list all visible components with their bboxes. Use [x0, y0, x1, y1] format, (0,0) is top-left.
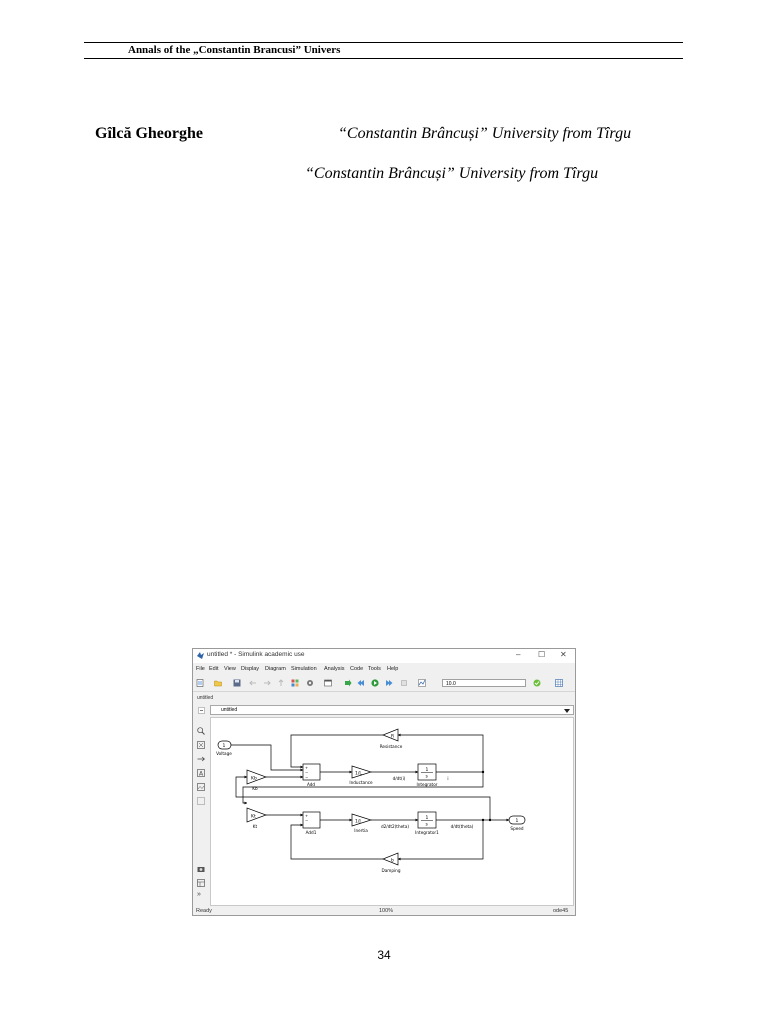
svg-text:+: + [305, 765, 309, 770]
address-value: untitled [221, 707, 238, 713]
new-model-icon[interactable] [196, 679, 204, 687]
menu-tools[interactable]: Tools [368, 666, 381, 672]
voltage-label: Voltage [216, 751, 232, 756]
add1-label: Add1 [305, 830, 317, 835]
integrator-numerator: 1 [425, 768, 429, 773]
minimize-icon[interactable]: – [516, 650, 521, 659]
model-explorer-icon[interactable] [324, 679, 332, 687]
scope-signal-icon[interactable] [418, 679, 426, 687]
step-back-icon[interactable] [344, 679, 352, 687]
integrator1-numerator: 1 [425, 816, 429, 821]
save-icon[interactable] [233, 679, 241, 687]
model-path-label[interactable]: untitled [197, 695, 214, 701]
page-number: 34 [377, 948, 391, 962]
simulink-logo-icon [197, 652, 204, 659]
menu-bar [193, 664, 575, 674]
side-palette [195, 717, 207, 907]
expand-chevron-icon[interactable]: » [197, 891, 201, 898]
kb-label: Kb [252, 786, 258, 791]
fit-view-icon[interactable] [197, 741, 205, 749]
svg-text:+: + [305, 813, 309, 818]
integrator-label: Integrator [416, 782, 438, 787]
stop-time-input[interactable]: 10.0 [442, 679, 526, 687]
resistance-gain-symbol: R [391, 734, 395, 740]
inductance-label: Inductance [349, 780, 373, 785]
running-header: Annals of the „Constantin Brancusi” Univers [128, 44, 341, 56]
status-bar [193, 907, 575, 916]
add-label: Add [306, 782, 316, 787]
simulink-window-figure [192, 648, 576, 916]
model-path-bar [193, 693, 575, 703]
chevron-down-icon[interactable] [564, 709, 570, 713]
address-bar[interactable] [210, 705, 574, 715]
area-tool-icon[interactable] [197, 797, 205, 805]
model-browser-icon[interactable] [197, 879, 205, 887]
svg-text:−: − [305, 818, 309, 823]
signal-dtheta: d/dt(theta) [450, 824, 474, 829]
data-grid-icon[interactable] [555, 679, 563, 687]
model-canvas[interactable] [210, 717, 574, 906]
menu-file[interactable]: File [196, 666, 205, 672]
menu-code[interactable]: Code [350, 666, 364, 672]
header-rule-bottom [84, 58, 683, 59]
window-title: untitled * - Simulink academic use [207, 651, 305, 658]
open-folder-icon[interactable] [214, 679, 222, 687]
svg-text:A: A [199, 770, 204, 777]
menu-view[interactable]: View [224, 666, 236, 672]
author-name: Gîlcă Gheorghe [95, 125, 203, 142]
annotation-icon[interactable] [197, 769, 205, 777]
menu-edit[interactable]: Edit [209, 666, 219, 672]
kt-gain-symbol: Kt [251, 814, 256, 820]
settings-gear-icon[interactable] [306, 679, 314, 687]
menu-analysis[interactable]: Analysis [324, 666, 345, 672]
library-browser-icon[interactable] [291, 679, 299, 687]
zoom-icon[interactable] [197, 727, 205, 735]
stop-icon[interactable] [400, 679, 408, 687]
menu-simulation[interactable]: Simulation [291, 666, 317, 672]
rewind-icon[interactable] [357, 679, 365, 687]
status-solver[interactable]: ode45 [553, 908, 569, 914]
inertia-label: Inertia [354, 828, 368, 833]
damping-gain-symbol: b [391, 858, 394, 864]
model-advisor-icon[interactable] [533, 679, 541, 687]
kt-label: Kt [252, 824, 258, 829]
step-forward-icon[interactable] [385, 679, 393, 687]
image-tool-icon[interactable] [197, 783, 205, 791]
inductance-gain-symbol: 1/L [355, 771, 362, 777]
block-diagram [211, 718, 573, 905]
status-ready: Ready [196, 908, 212, 914]
integrator1-denominator: s [425, 822, 428, 828]
signal-di-dt: d/dt(i) [392, 776, 406, 781]
resistance-label: Resistance [379, 744, 403, 749]
kb-gain-symbol: Kb [251, 776, 257, 782]
up-arrow-icon[interactable] [277, 679, 285, 687]
hide-browser-icon[interactable] [198, 707, 205, 714]
maximize-icon[interactable]: ☐ [538, 650, 546, 659]
inertia-gain-symbol: 1/J [355, 819, 361, 825]
back-arrow-icon[interactable] [249, 679, 257, 687]
window-titlebar [193, 649, 575, 663]
menu-display[interactable]: Display [241, 666, 260, 672]
svg-text:−: − [305, 770, 309, 775]
signal-i: i [447, 776, 449, 781]
svg-text:−: − [305, 775, 309, 780]
author-affiliation-2: “Constantin Brâncuși” University from Tîrgu [305, 165, 599, 182]
signal-d2theta: d2/dt2(theta) [380, 824, 410, 829]
damping-label: Damping [381, 868, 401, 873]
menu-diagram[interactable]: Diagram [265, 666, 286, 672]
status-zoom: 100% [379, 908, 394, 914]
close-icon[interactable]: ✕ [560, 650, 567, 659]
camera-icon[interactable] [197, 865, 205, 873]
speed-label: Speed [510, 826, 524, 831]
integrator1-label: Integrator1 [415, 830, 439, 835]
integrator-denominator: s [425, 774, 428, 780]
voltage-port-number: 1 [222, 744, 226, 749]
author-affiliation-1: “Constantin Brâncuși” University from Tîrgu [338, 125, 632, 142]
run-icon[interactable] [371, 679, 379, 687]
header-rule-top [84, 42, 683, 43]
speed-port-number: 1 [515, 819, 519, 824]
forward-arrow-icon[interactable] [263, 679, 271, 687]
arrow-tool-icon[interactable] [197, 755, 205, 763]
menu-help[interactable]: Help [387, 666, 399, 672]
